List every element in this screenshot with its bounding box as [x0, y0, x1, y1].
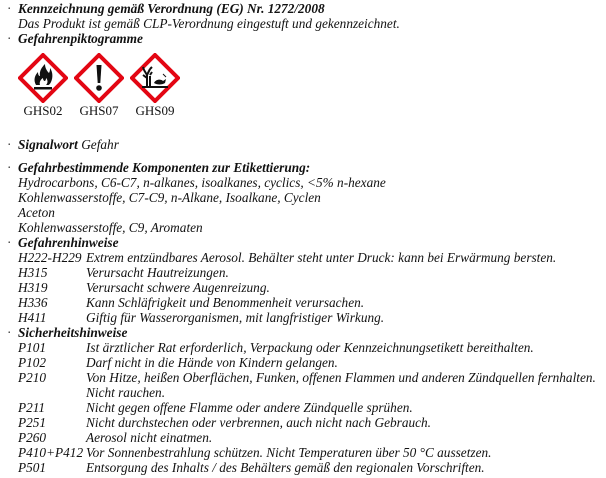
p-statement-row [18, 460, 485, 475]
p-statement-row [18, 445, 491, 460]
kennzeichnung-text: Das Produkt ist gemäß CLP-Verordnung eingestuft und gekennzeichnet. [18, 16, 400, 31]
p-statement-row [18, 340, 534, 355]
p-code: P210 [18, 370, 47, 385]
p-code: P260 [18, 430, 47, 445]
p-statement-row [18, 355, 338, 370]
komponente-item: Kohlenwasserstoffe, C9, Aromaten [18, 220, 203, 235]
kennzeichnung-heading-line [0, 1, 325, 16]
exclamation-mark-icon [74, 53, 124, 103]
piktogramme-heading-line: · Gefahrenpiktogramme [7, 31, 143, 46]
h-code: H411 [18, 310, 47, 325]
signalwort-value: Gefahr [81, 137, 119, 152]
p-text: Nicht durchstechen oder verbrennen, auch nicht nach Gebrauch. [86, 415, 432, 430]
sicherheitshinweise-heading: Sicherheitshinweise [18, 325, 128, 340]
p-statement-row [18, 400, 413, 415]
kennzeichnung-heading: Kennzeichnung gemäß Verordnung (EG) Nr. 1272/2008 [18, 1, 325, 16]
h-statement-row [18, 250, 556, 265]
p-text: Vor Sonnenbestrahlung schützen. Nicht Temperaturen über 50 °C aussetzen. [86, 445, 492, 460]
h-text: Verursacht Hautreizungen. [86, 265, 229, 280]
p-code: P102 [18, 355, 47, 370]
pictogram-label: GHS09 [135, 103, 175, 118]
h-statement-row [18, 295, 364, 310]
gefahrenhinweise-heading-line: · Gefahrenhinweise [7, 235, 119, 250]
pictogram-row [18, 53, 180, 118]
h-text: Kann Schläfrigkeit und Benommenheit verursachen. [86, 295, 365, 310]
gefahrenhinweise-heading: Gefahrenhinweise [18, 235, 119, 250]
p-code: P501 [18, 460, 47, 475]
p-text: Nicht gegen offene Flamme oder andere Zündquelle sprühen. [86, 400, 413, 415]
h-statement-row [18, 265, 229, 280]
pictogram-ghs09 [130, 53, 180, 118]
p-text: Ist ärztlicher Rat erforderlich, Verpackung oder Kennzeichnungsetikett bereithalten. [86, 340, 534, 355]
signalwort-label: Signalwort [18, 137, 78, 152]
pictogram-ghs07 [74, 53, 124, 118]
environment-icon [130, 53, 180, 103]
flame-icon [18, 53, 68, 103]
p-code: P101 [18, 340, 47, 355]
signalwort-line: · Signalwort Gefahr [7, 137, 119, 152]
h-statement-row [18, 280, 270, 295]
p-text-continuation: Nicht rauchen. [86, 385, 166, 400]
pictogram-ghs02 [18, 53, 68, 118]
p-statement-row [18, 415, 431, 430]
p-statement-row [18, 370, 596, 385]
p-text: Darf nicht in die Hände von Kindern gelangen. [86, 355, 338, 370]
h-text: Verursacht schwere Augenreizung. [86, 280, 270, 295]
komponente-item: Kohlenwasserstoffe, C7-C9, n-Alkane, Isoalkane, Cyclen [18, 190, 321, 205]
p-code: P410+P412 [18, 445, 84, 460]
h-code: H222-H229 [18, 250, 82, 265]
komponente-item: Hydrocarbons, C6-C7, n-alkanes, isoalkanes, cyclics, <5% n-hexane [18, 175, 386, 190]
h-text: Extrem entzündbares Aerosol. Behälter steht unter Druck: kann bei Erwärmung bersten. [86, 250, 557, 265]
p-code: P251 [18, 415, 47, 430]
pictogram-label: GHS02 [23, 103, 63, 118]
p-text: Von Hitze, heißen Oberflächen, Funken, offenen Flammen und anderen Zündquellen fernhalten. [86, 370, 596, 385]
h-statement-row [18, 310, 384, 325]
komponenten-heading: Gefahrbestimmende Komponenten zur Etikettierung: [18, 160, 311, 175]
bullet: · [7, 1, 12, 16]
p-code: P211 [18, 400, 46, 415]
p-text: Entsorgung des Inhalts / des Behälters gemäß den regionalen Vorschriften. [86, 460, 485, 475]
piktogramme-heading: Gefahrenpiktogramme [18, 31, 143, 46]
h-text: Giftig für Wasserorganismen, mit langfristiger Wirkung. [86, 310, 385, 325]
sicherheitshinweise-heading-line: · Sicherheitshinweise [7, 325, 128, 340]
pictogram-label: GHS07 [79, 103, 119, 118]
h-code: H336 [18, 295, 48, 310]
p-text: Aerosol nicht einatmen. [86, 430, 213, 445]
komponente-item: Aceton [18, 205, 55, 220]
h-code: H315 [18, 265, 48, 280]
p-statement-row [18, 430, 212, 445]
h-code: H319 [18, 280, 48, 295]
komponenten-heading-line: · Gefahrbestimmende Komponenten zur Etikettierung: [7, 160, 311, 175]
